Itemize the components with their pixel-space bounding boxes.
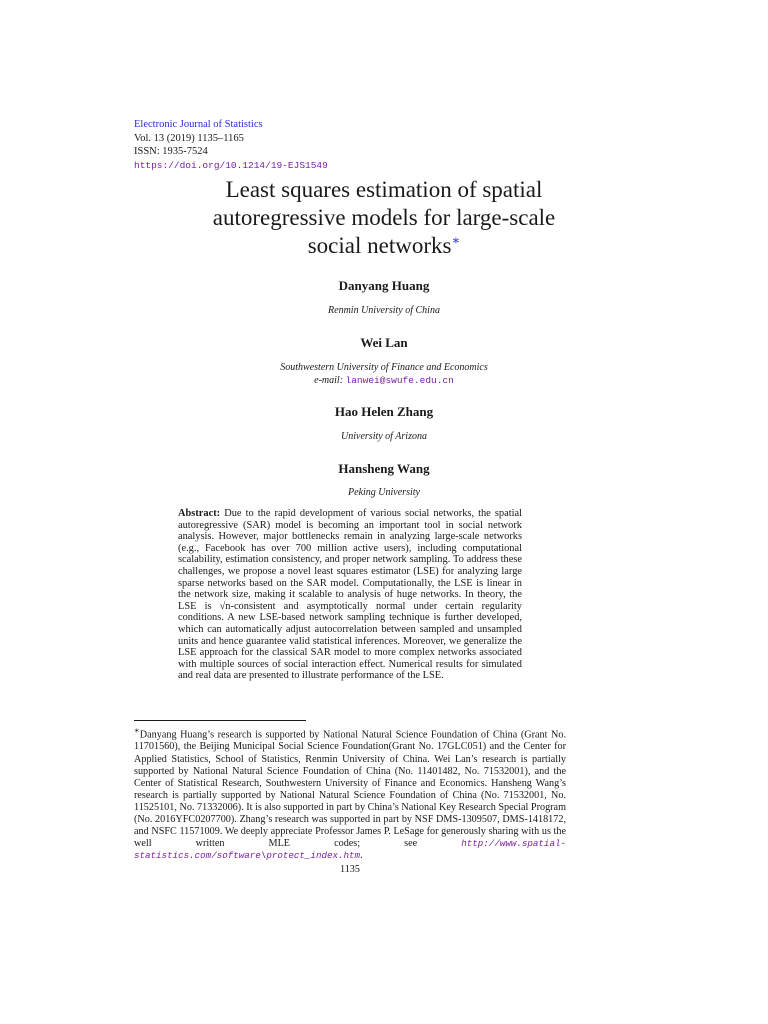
paper-title [134,176,634,260]
doi-link[interactable]: https://doi.org/10.1214/19-EJS1549 [134,159,328,171]
affiliation-zhang: University of Arizona [341,431,427,442]
author-name-huang: Danyang Huang [338,278,430,293]
abstract-text: Due to the rapid development of various social networks, the spatial autoregressive (SAR) model is becoming an important tool in social network analysis. However, major bottlenecks remain in analyzing large-scale networks (e.g., Facebook has over 700 million active users), including computational scalability, estimation consistency, and proper network sampling. To address these challenges, we propose a novel least squares estimator (LSE) for analyzing large sparse networks based on the SAR model. Computationally, the LSE is linear in the network size, making it scalable to analysis of huge networks. In theory, the LSE is √n-consistent and asymptotically normal under certain regularity conditions. A new LSE-based network sampling technique is further developed, which can automatically adjust autocorrelation between sampled and unsampled units and hence guarantee valid statistical inferences. Moreover, we generalize the LSE approach for the classical SAR model to more complex networks associated with multiple sources of social interaction effect. Numerical results for simulated and real data are presented to illustrate performance of the LSE. [178,508,522,682]
journal-link[interactable]: Electronic Journal of Statistics [134,119,263,130]
title-line-1: Least squares estimation of spatial [225,177,543,202]
title-footnote-marker[interactable]: ∗ [451,232,461,248]
abstract [178,508,522,682]
affiliation-huang: Renmin University of China [328,305,440,316]
email-link[interactable]: lanwei@swufe.edu.cn [345,374,454,386]
volume-info: Vol. 13 (2019) 1135–1165 [134,132,244,144]
footnote-divider [134,720,306,721]
footnote [134,724,566,862]
author-name-zhang: Hao Helen Zhang [334,404,434,419]
affiliation-lan-text: Southwestern University of Finance and Economics [280,362,488,373]
affiliation-lan [134,362,634,387]
email-label: e-mail: [314,374,346,386]
affiliation-wang: Peking University [348,487,420,498]
author-name-lan: Wei Lan [360,335,408,350]
abstract-label: Abstract: [178,508,221,519]
title-line-2: autoregressive models for large-scale [212,205,556,230]
author-name-wang: Hansheng Wang [338,461,430,476]
footnote-url-link[interactable]: http://www.spatial-statistics.com/software\protect_index.htm [134,838,566,862]
page-number: 1135 [340,864,360,875]
footnote-end: . [360,850,363,862]
footnote-text: Danyang Huang’s research is supported by National Natural Science Foundation of China (Grant No. 11701560), the Beijing Municipal Social Science Foundation(Grant No. 17GLC051) and the Center for Applied Statistics, School of Statistics, Renmin University of China. Wei Lan’s research is partially supported by National Natural Science Foundation of China (No. 11401482, No. 71532001), and the Center of Statistical Research, Southwestern University of Finance and Economics. Hansheng Wang’s research is partially supported by National Natural Science Foundation of China (No. 71532001, No. 11525101, No. 71332006). It is also supported in part by China’s National Key Research Special Program (No. 2016YFC0207700). Zhang’s research was supported in part by NSF DMS-1309507, DMS-1418172, and NSFC 11571009. We deeply appreciate Professor James P. LeSage for generously sharing with us the well written MLE codes; see [134,729,566,850]
journal-header [134,118,328,172]
footnote-marker: ∗ [134,725,140,735]
title-line-3: social networks [307,233,452,258]
issn-info: ISSN: 1935-7524 [134,146,208,157]
